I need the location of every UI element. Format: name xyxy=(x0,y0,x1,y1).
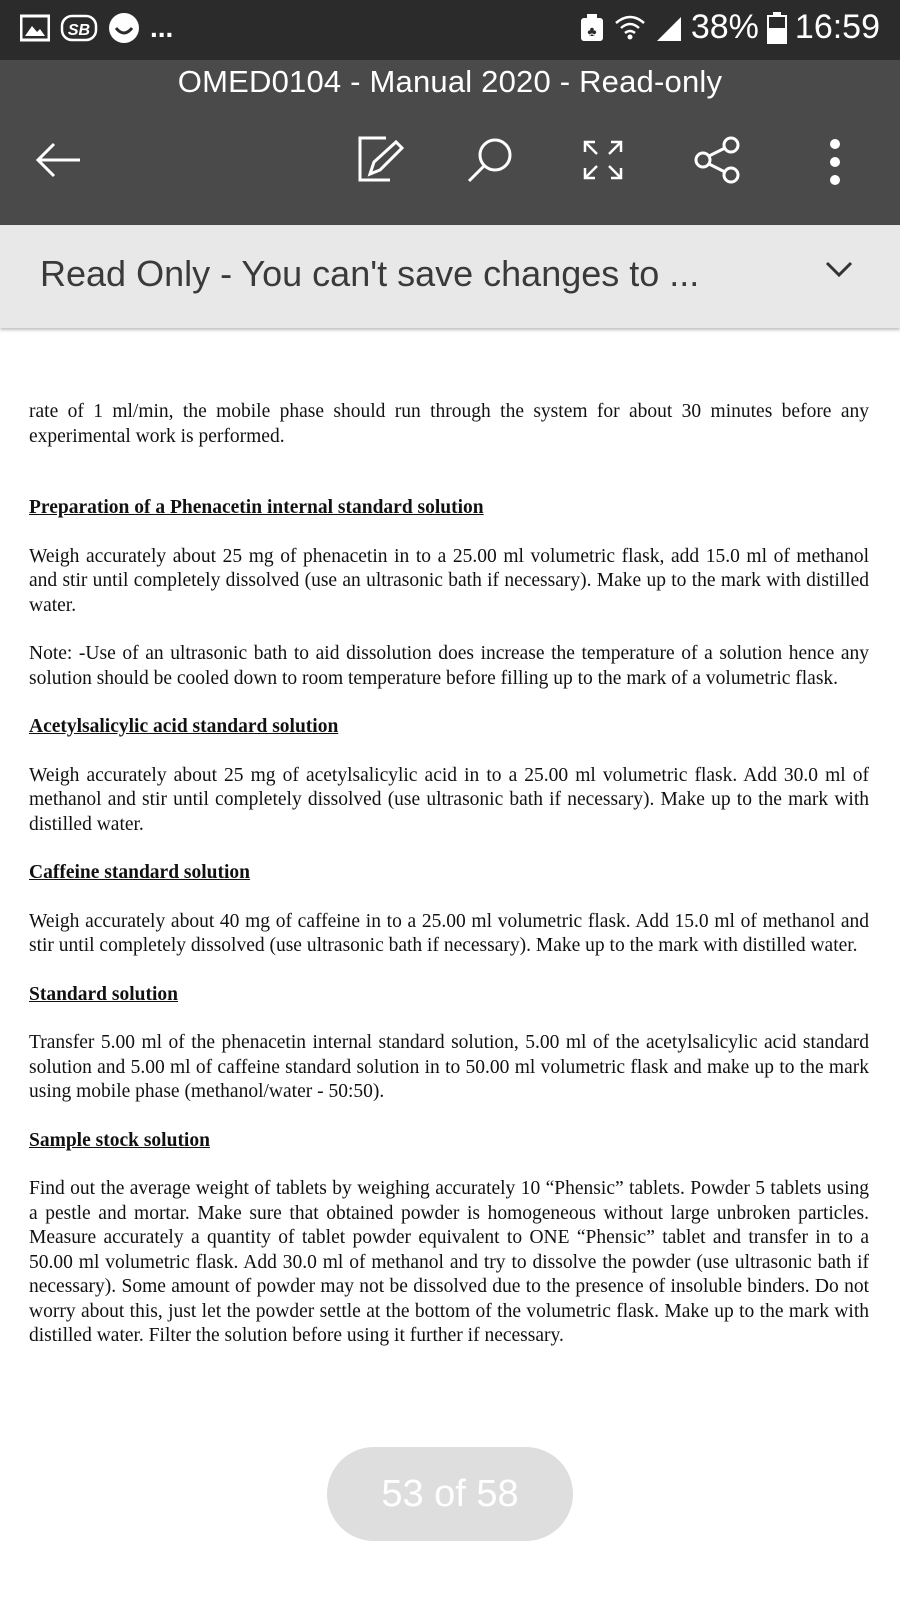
clock: 16:59 xyxy=(794,8,880,46)
fullscreen-button[interactable] xyxy=(578,134,628,186)
overflow-menu-button[interactable] xyxy=(815,132,855,192)
document-body xyxy=(29,400,869,1349)
section-heading: Sample stock solution xyxy=(29,1129,210,1151)
paragraph: Weigh accurately about 25 mg of phenacetin in to a 25.00 ml volumetric flask, add 15.0 ml of methanol and stir until completely dissolved (use an ultrasonic bath if necessary). Make up to the mark with distilled water. xyxy=(29,545,869,616)
section-heading: Standard solution xyxy=(29,983,179,1005)
chevron-down-icon xyxy=(824,257,854,281)
status-bar xyxy=(0,0,900,60)
app-bar xyxy=(0,60,900,225)
section-heading: Preparation of a Phenacetin internal standard solution xyxy=(29,497,484,518)
back-arrow-icon xyxy=(34,140,82,180)
paragraph: Note: -Use of an ultrasonic bath to aid dissolution does increase the temperature of a solution hence any solution should be cooled down to room temperature before filling up to the mark of a volumetric flask. xyxy=(29,643,869,689)
more-notifications-icon: ... xyxy=(150,12,174,43)
read-only-banner[interactable] xyxy=(0,225,900,328)
status-right xyxy=(579,8,880,47)
overflow-menu-icon xyxy=(828,137,842,187)
expand-banner-button[interactable] xyxy=(824,257,854,286)
signal-icon xyxy=(655,13,683,43)
battery-saver-icon xyxy=(579,13,605,43)
section-heading: Caffeine standard solution xyxy=(29,862,251,883)
page-indicator: 53 of 58 xyxy=(327,1447,573,1541)
edit-icon xyxy=(356,134,404,186)
back-button[interactable] xyxy=(30,132,86,188)
svg-text:SB: SB xyxy=(67,22,91,39)
wifi-icon xyxy=(613,13,647,43)
search-button[interactable] xyxy=(462,132,518,188)
edit-button[interactable] xyxy=(352,130,408,190)
paragraph: Weigh accurately about 25 mg of acetylsalicylic acid in to a 25.00 ml volumetric flask. Add 30.0 ml of methanol and stir until completely dissolved (use ultrasonic bath if necessary). Make up to the mark with distilled water. xyxy=(29,764,869,835)
fullscreen-icon xyxy=(581,138,625,182)
document-title: OMED0104 - Manual 2020 - Read-only xyxy=(177,64,723,99)
paragraph: Find out the average weight of tablets by weighing accurately 10 “Phensic” tablets. Powder 5 tablets using a pestle and mortar. Make sure that obtained powder is homogeneous without large unbroken particles. Measure accurately a quantity of tablet powder equivalent to ONE “Phensic” tablet and transfer in to a 50.00 ml volumetric flask. Add 30.0 ml of methanol and try to dissolve the powder (use ultrasonic bath if necessary). Some amount of powder may not be dissolved due to the presence of insoluble binders. Do not worry about this, just let the powder settle at the bottom of the volumetric flask. Make up to the mark with distilled water. Filter the solution before using it further if necessary. xyxy=(29,1178,869,1346)
smiley-icon xyxy=(108,12,140,44)
section-heading: Acetylsalicylic acid standard solution xyxy=(29,716,339,737)
gallery-icon xyxy=(20,13,50,43)
sb-app-icon xyxy=(60,13,98,43)
status-left-icons xyxy=(20,12,173,44)
share-button[interactable] xyxy=(690,132,746,188)
paragraph: Transfer 5.00 ml of the phenacetin internal standard solution, 5.00 ml of the acetylsalicylic acid standard solution and 5.00 ml of caffeine standard solution in to 50.00 ml volumetric flask and make up to the mark using mobile phase (methanol/water - 50:50). xyxy=(29,1032,869,1102)
battery-icon xyxy=(767,12,787,44)
paragraph: rate of 1 ml/min, the mobile phase should run through the system for about 30 minutes before any experimental work is performed. xyxy=(29,401,869,447)
svg-text:♣: ♣ xyxy=(587,22,597,39)
read-only-banner-text: Read Only - You can't save changes to ... xyxy=(40,253,700,294)
share-icon xyxy=(693,135,743,185)
search-icon xyxy=(465,135,515,185)
paragraph: Weigh accurately about 40 mg of caffeine in to a 25.00 ml volumetric flask. Add 15.0 ml of methanol and stir until completely dissolved (use ultrasonic bath if necessary). Make up to the mark with distilled water. xyxy=(29,910,869,956)
battery-percent: 38% xyxy=(690,8,759,46)
